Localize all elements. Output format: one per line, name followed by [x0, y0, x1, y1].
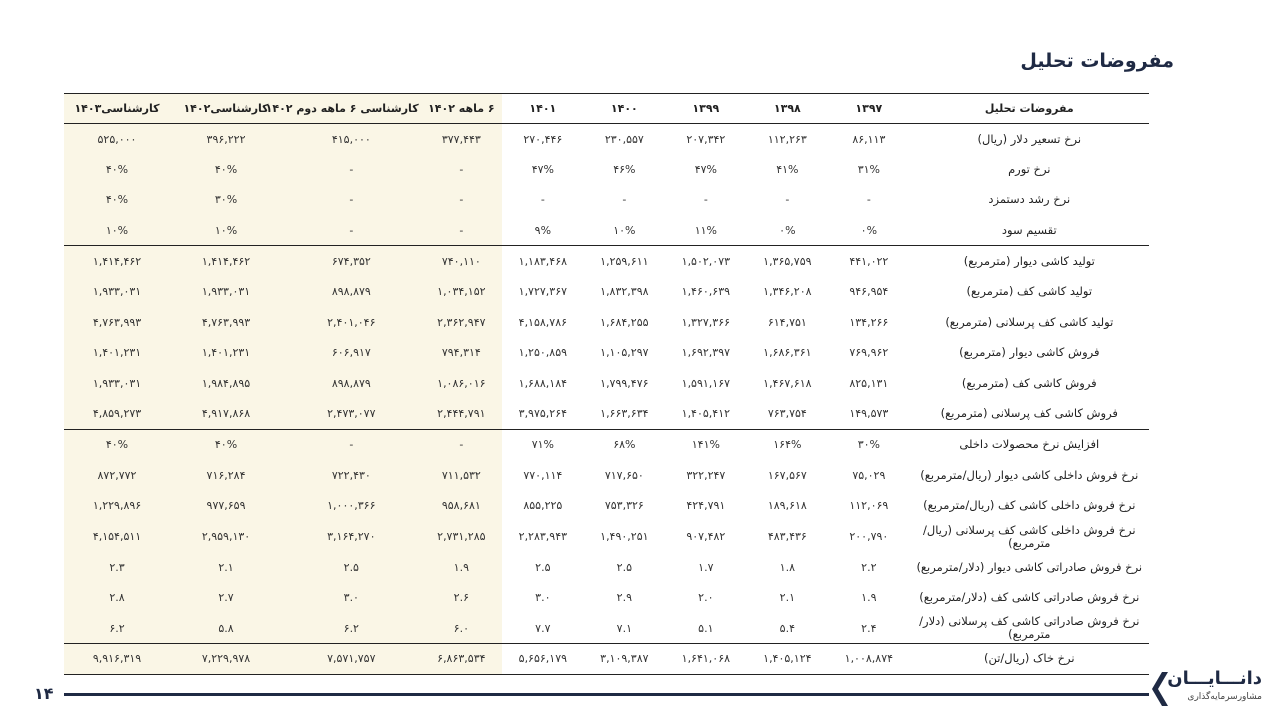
row-label: نرخ رشد دستمزد [988, 192, 1071, 207]
table-cell: ۵۲۵,۰۰۰ [64, 124, 170, 155]
table-cell: ۳۱% [857, 162, 880, 176]
table-cell: ۲۳۰,۵۵۷ [604, 132, 644, 146]
table-cell: ۴۲۴,۷۹۱ [686, 499, 726, 513]
table-cell: ۹۵۸,۶۸۱ [421, 491, 503, 522]
table-cell: ۲.۳ [64, 552, 170, 583]
table-cell: ۱,۳۶۵,۷۵۹ [763, 254, 812, 268]
table-cell: ۱,۶۸۸,۱۸۴ [518, 377, 568, 391]
table-cell: ۷.۱ [616, 621, 632, 635]
row-label: فروش کاشی کف (مترمربع) [961, 376, 1097, 391]
table-cell: ۱۴۹,۵۷۳ [849, 407, 889, 421]
table-cell: ۱.۹ [421, 552, 503, 583]
table-cell: ۷۶۹,۹۶۲ [849, 346, 889, 360]
table-cell: - [282, 185, 421, 216]
table-cell: ۱۱۲,۲۶۳ [767, 132, 807, 146]
table-row [64, 491, 1149, 522]
table-cell: ۶,۸۶۳,۵۳۴ [421, 644, 503, 675]
table-cell: ۵.۴ [779, 621, 795, 635]
table-cell: ۸۷۲,۷۷۲ [64, 460, 170, 491]
table-cell: ۱,۵۹۱,۱۶۷ [681, 377, 731, 391]
table-cell: - [421, 215, 503, 246]
table-cell: ۳,۱۶۴,۲۷۰ [282, 521, 421, 552]
table-row [64, 582, 1149, 613]
table-cell: ۱,۶۴۱,۰۶۸ [681, 652, 731, 666]
table-cell: ۳.۰ [535, 591, 551, 605]
table-cell: ۳,۱۰۹,۳۸۷ [600, 652, 649, 666]
table-cell: ۲,۳۶۲,۹۴۷ [421, 307, 503, 338]
row-label: تقسیم سود [1001, 222, 1057, 237]
table-cell: ۶.۲ [64, 613, 170, 644]
table-cell: ۱.۸ [779, 560, 795, 574]
table-cell: ۴۰% [64, 429, 170, 460]
table-cell: ۷۱۱,۵۳۲ [421, 460, 503, 491]
table-cell: ۹۷۷,۶۵۹ [170, 491, 282, 522]
table-cell: ۷۹۴,۳۱۴ [421, 338, 503, 369]
table-header [64, 94, 1149, 124]
table-cell: ۱.۹ [861, 591, 877, 605]
table-cell: ۲,۲۸۳,۹۴۳ [518, 530, 568, 544]
table-cell: - [540, 193, 545, 207]
table-cell: ۴,۷۶۳,۹۹۳ [170, 307, 282, 338]
table-cell: ۷۲۲,۴۳۰ [282, 460, 421, 491]
table-cell: ۲.۵ [535, 560, 551, 574]
table-cell: ۱,۳۴۶,۲۰۸ [763, 285, 812, 299]
table-cell: ۲,۹۵۹,۱۳۰ [170, 521, 282, 552]
table-cell: ۱,۴۱۴,۴۶۲ [64, 246, 170, 277]
table-row [64, 644, 1149, 675]
table-cell: ۴۰% [64, 185, 170, 216]
header-row [64, 94, 1149, 124]
table-cell: ۲.۹ [616, 591, 632, 605]
row-label: نرخ تسعیر دلار (ریال) [977, 131, 1082, 146]
table-cell: ۳۷۷,۴۴۳ [421, 124, 503, 155]
table-row [64, 154, 1149, 185]
table-row [64, 338, 1149, 369]
table-cell: ۴۷% [531, 162, 554, 176]
table-row [64, 552, 1149, 583]
table-cell: ۱,۸۳۲,۳۹۸ [600, 285, 649, 299]
table-cell: ۷,۵۷۱,۷۵۷ [282, 644, 421, 675]
row-label: نرخ خاک (ریال/تن) [983, 651, 1075, 666]
table-cell: ۱,۷۲۷,۳۶۷ [518, 285, 568, 299]
table-cell: ۶.۲ [282, 613, 421, 644]
table-cell: ۱,۴۰۵,۴۱۲ [681, 407, 731, 421]
logo-name: دانـــایـــان [1167, 668, 1262, 689]
row-label: نرخ فروش صادراتی کاشی دیوار (دلار/مترمربع) [916, 559, 1143, 574]
table-cell: ۲۷۰,۴۴۶ [523, 132, 563, 146]
table-cell: ۱,۶۸۶,۳۶۱ [763, 346, 812, 360]
table-cell: ۱۴۱% [691, 438, 720, 452]
table-cell: ۸۹۸,۸۷۹ [282, 276, 421, 307]
table-cell: ۱,۹۳۳,۰۳۱ [64, 368, 170, 399]
table-cell: ۰% [779, 223, 796, 237]
table-cell: ۱,۶۸۴,۲۵۵ [600, 315, 649, 329]
company-logo [1152, 668, 1262, 710]
table-cell: ۳.۰ [282, 582, 421, 613]
table-cell: ۲.۵ [282, 552, 421, 583]
row-label: نرخ تورم [1008, 161, 1051, 176]
table-cell: ۱,۴۱۴,۴۶۲ [170, 246, 282, 277]
assumptions-table-wrap [64, 93, 1149, 675]
table-cell: ۸۹۸,۸۷۹ [282, 368, 421, 399]
table-cell: ۵,۶۵۶,۱۷۹ [518, 652, 568, 666]
table-cell: ۱,۰۸۶,۰۱۶ [421, 368, 503, 399]
table-cell: ۱,۳۲۷,۳۶۶ [681, 315, 731, 329]
table-body [64, 124, 1149, 675]
table-row [64, 215, 1149, 246]
table-cell: - [421, 429, 503, 460]
table-cell: ۱۸۹,۶۱۸ [767, 499, 807, 513]
assumptions-table [64, 93, 1149, 675]
table-cell: ۷.۷ [535, 621, 551, 635]
table-row [64, 399, 1149, 430]
table-cell: ۴۶% [613, 162, 636, 176]
row-label: تولید کاشی کف پرسلانی (مترمربع) [945, 314, 1114, 329]
table-cell: ۲.۴ [861, 621, 877, 635]
table-cell: ۷۱% [531, 438, 554, 452]
column-header: ۱۳۹۷ [855, 102, 883, 115]
table-cell: - [785, 193, 790, 207]
table-row [64, 124, 1149, 155]
table-cell: ۲.۷ [170, 582, 282, 613]
row-label: فروش کاشی کف پرسلانی (مترمربع) [940, 406, 1118, 421]
row-label: نرخ فروش صادراتی کاشی کف (دلار/مترمربع) [919, 590, 1140, 605]
table-cell: ۸۶,۱۱۳ [852, 132, 886, 146]
table-cell: ۸۲۵,۱۳۱ [849, 377, 889, 391]
table-cell: - [421, 185, 503, 216]
table-cell: ۱,۹۳۳,۰۳۱ [170, 276, 282, 307]
row-label: نرخ فروش داخلی کاشی کف پرسلانی (ریال/مترمربع) [923, 522, 1136, 550]
table-cell: ۱۰% [613, 223, 636, 237]
table-cell: ۲,۴۰۱,۰۴۶ [282, 307, 421, 338]
table-cell: ۷۶۳,۷۵۴ [767, 407, 807, 421]
table-cell: ۳۰% [857, 438, 880, 452]
page-number: ۱۴ [34, 684, 54, 703]
table-row [64, 521, 1149, 552]
table-cell: ۲۰۷,۳۴۲ [686, 132, 726, 146]
footer-rule [64, 693, 1149, 696]
row-label: نرخ فروش داخلی کاشی دیوار (ریال/مترمربع) [920, 467, 1139, 482]
row-label: افزایش نرخ محصولات داخلی [959, 437, 1100, 452]
table-cell: ۱,۰۰۰,۳۶۶ [282, 491, 421, 522]
row-label: تولید کاشی کف (مترمربع) [966, 284, 1093, 299]
row-label: نرخ فروش صادراتی کاشی کف پرسلانی (دلار/مترمربع) [919, 614, 1140, 642]
table-cell: ۳,۹۷۵,۲۶۴ [518, 407, 568, 421]
table-cell: ۱۰% [170, 215, 282, 246]
table-cell: ۴۰% [170, 429, 282, 460]
table-cell: ۲.۲ [861, 560, 877, 574]
table-cell: ۷۱۷,۶۵۰ [604, 468, 644, 482]
row-label: نرخ فروش داخلی کاشی کف (ریال/مترمربع) [923, 498, 1136, 513]
table-cell: ۴,۹۱۷,۸۶۸ [170, 399, 282, 430]
table-cell: ۱,۶۶۳,۶۳۴ [600, 407, 649, 421]
table-cell: ۲.۵ [616, 560, 632, 574]
table-cell: ۱,۲۵۹,۶۱۱ [600, 254, 649, 268]
table-row [64, 613, 1149, 644]
table-cell: ۱,۴۶۰,۶۳۹ [681, 285, 731, 299]
table-cell: ۶.۰ [421, 613, 503, 644]
table-cell: ۷۴۰,۱۱۰ [421, 246, 503, 277]
table-cell: ۴۴۱,۰۲۲ [849, 254, 889, 268]
column-header: ۱۳۹۸ [773, 102, 801, 115]
table-cell: - [421, 154, 503, 185]
table-cell: ۳۹۶,۲۲۲ [170, 124, 282, 155]
table-cell: ۹۴۶,۹۵۴ [849, 285, 889, 299]
logo-mark-icon [1152, 672, 1168, 706]
column-header: کارشناسی۱۴۰۲ [170, 94, 282, 124]
table-cell: ۹۰۷,۴۸۲ [686, 530, 726, 544]
table-cell: ۴۱۵,۰۰۰ [282, 124, 421, 155]
table-cell: ۷۵,۰۲۹ [852, 468, 886, 482]
table-cell: ۴۰% [64, 154, 170, 185]
column-header: ۱۴۰۱ [529, 102, 557, 115]
table-cell: ۱۶۷,۵۶۷ [767, 468, 807, 482]
table-cell: ۴,۱۵۴,۵۱۱ [64, 521, 170, 552]
table-cell: ۱۱% [694, 223, 717, 237]
table-cell: ۷,۲۲۹,۹۷۸ [170, 644, 282, 675]
table-cell: ۲.۰ [698, 591, 714, 605]
table-cell: ۱,۲۲۹,۸۹۶ [64, 491, 170, 522]
table-cell: ۷۵۳,۳۲۶ [604, 499, 644, 513]
table-cell: ۱,۹۳۳,۰۳۱ [64, 276, 170, 307]
table-cell: ۱.۷ [698, 560, 714, 574]
table-cell: ۶۷۴,۳۵۲ [282, 246, 421, 277]
table-cell: ۱,۶۹۲,۳۹۷ [681, 346, 731, 360]
page-title: مفروضات تحلیل [1020, 50, 1174, 72]
table-cell: - [703, 193, 708, 207]
table-cell: ۷۷۰,۱۱۴ [523, 468, 563, 482]
table-cell: ۹% [534, 223, 552, 237]
table-cell: - [866, 193, 871, 207]
table-cell: ۶۸% [613, 438, 636, 452]
table-row [64, 185, 1149, 216]
table-cell: ۶۱۴,۷۵۱ [767, 315, 807, 329]
table-cell: ۳۲۲,۲۴۷ [686, 468, 726, 482]
table-cell: ۱,۴۰۵,۱۲۴ [763, 652, 812, 666]
table-cell: ۲,۴۷۳,۰۷۷ [282, 399, 421, 430]
table-cell: ۱,۴۰۱,۲۳۱ [64, 338, 170, 369]
table-cell: ۴,۸۵۹,۲۷۳ [64, 399, 170, 430]
column-header: ۱۴۰۰ [610, 102, 638, 115]
table-cell: - [282, 215, 421, 246]
column-header: ۱۳۹۹ [692, 102, 720, 115]
table-row [64, 460, 1149, 491]
table-cell: ۱,۴۰۱,۲۳۱ [170, 338, 282, 369]
table-cell: ۱۱۲,۰۶۹ [849, 499, 889, 513]
column-header: کارشناسی۱۴۰۳ [64, 94, 170, 124]
row-label: فروش کاشی دیوار (مترمربع) [959, 345, 1100, 360]
table-cell: - [282, 154, 421, 185]
table-row [64, 307, 1149, 338]
table-cell: ۱,۴۶۷,۶۱۸ [763, 377, 812, 391]
table-cell: ۸۵۵,۲۲۵ [523, 499, 563, 513]
logo-subtitle: مشاورسرمایه‌گذاری [1187, 692, 1262, 702]
table-cell: - [282, 429, 421, 460]
row-label: تولید کاشی دیوار (مترمربع) [963, 253, 1095, 268]
table-cell: ۴,۷۶۳,۹۹۳ [64, 307, 170, 338]
table-cell: ۱,۱۸۳,۴۶۸ [518, 254, 568, 268]
table-cell: ۳۰% [170, 185, 282, 216]
table-cell: ۱,۱۰۵,۲۹۷ [600, 346, 649, 360]
table-cell: ۱,۹۸۴,۸۹۵ [170, 368, 282, 399]
table-cell: ۲,۷۳۱,۲۸۵ [421, 521, 503, 552]
table-cell: ۵.۱ [698, 621, 714, 635]
table-cell: ۴,۱۵۸,۷۸۶ [518, 315, 568, 329]
table-row [64, 429, 1149, 460]
table-cell: ۲,۴۴۴,۷۹۱ [421, 399, 503, 430]
table-row [64, 368, 1149, 399]
table-cell: ۲.۶ [421, 582, 503, 613]
table-cell: ۲۰۰,۷۹۰ [849, 530, 889, 544]
table-row [64, 246, 1149, 277]
table-cell: ۱۳۴,۲۶۶ [849, 315, 889, 329]
table-cell: ۴۸۳,۴۳۶ [767, 530, 807, 544]
table-cell: ۶۰۶,۹۱۷ [282, 338, 421, 369]
table-cell: ۴۱% [776, 162, 799, 176]
table-cell: ۹,۹۱۶,۳۱۹ [64, 644, 170, 675]
table-cell: ۲.۱ [779, 591, 795, 605]
table-cell: - [622, 193, 627, 207]
table-cell: ۱,۷۹۹,۴۷۶ [600, 377, 649, 391]
column-header: کارشناسی ۶ ماهه دوم ۱۴۰۲ [282, 94, 421, 124]
table-cell: ۱,۰۰۸,۸۷۴ [844, 652, 894, 666]
table-cell: ۷۱۶,۲۸۴ [170, 460, 282, 491]
table-cell: ۴۰% [170, 154, 282, 185]
table-cell: ۱,۴۹۰,۲۵۱ [600, 530, 649, 544]
table-cell: ۱,۵۰۲,۰۷۳ [681, 254, 731, 268]
table-cell: ۱۰% [64, 215, 170, 246]
column-header-label: مفروضات تحلیل [984, 102, 1074, 115]
table-cell: ۵.۸ [170, 613, 282, 644]
table-cell: ۱,۲۵۰,۸۵۹ [518, 346, 568, 360]
table-row [64, 276, 1149, 307]
table-cell: ۲.۸ [64, 582, 170, 613]
table-cell: ۴۷% [694, 162, 717, 176]
table-cell: ۰% [860, 223, 878, 237]
column-header: ۶ ماهه ۱۴۰۲ [421, 94, 503, 124]
table-cell: ۱۶۴% [773, 438, 802, 452]
table-cell: ۲.۱ [170, 552, 282, 583]
table-cell: ۱,۰۳۴,۱۵۲ [421, 276, 503, 307]
